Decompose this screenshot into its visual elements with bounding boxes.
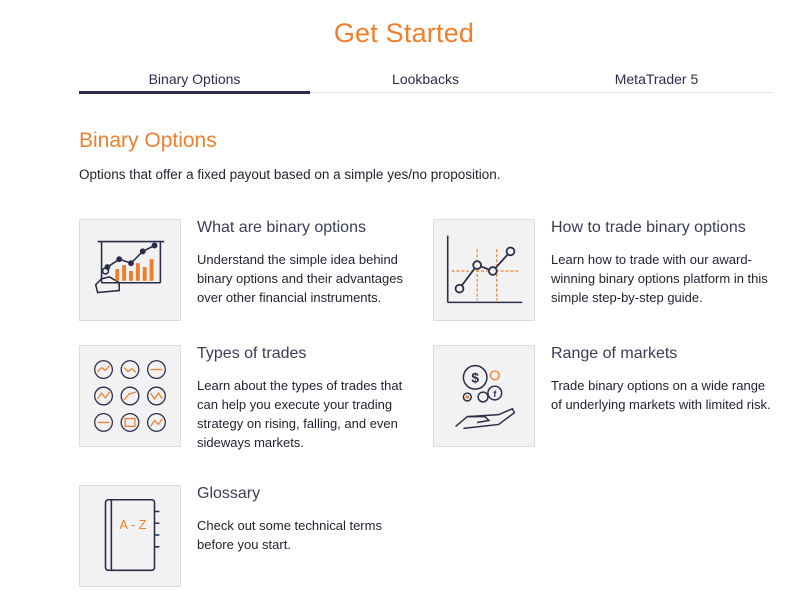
tab-lookbacks[interactable]: Lookbacks [392, 71, 459, 87]
card-types-of-trades[interactable] [79, 345, 419, 455]
section-description: Options that offer a fixed payout based on a simple yes/no proposition. [79, 167, 501, 182]
tab-metatrader-5[interactable]: MetaTrader 5 [614, 71, 699, 87]
tab-binary-options[interactable]: Binary Options [79, 64, 310, 92]
card-text: Understand the simple idea behind binary options and their advantages over other financial instruments. [197, 252, 403, 305]
card-text: Trade binary options on a wide range of underlying markets with limited risk. [551, 378, 771, 412]
card-range-of-markets[interactable] [433, 345, 773, 455]
card-title[interactable]: Types of trades [197, 345, 307, 362]
card-how-to-trade[interactable] [433, 219, 773, 329]
card-title[interactable]: How to trade binary options [551, 219, 746, 236]
card-title[interactable]: Range of markets [551, 345, 678, 362]
card-text: Learn about the types of trades that can help you execute your trading strategy on rising, falling, and even sideways markets. [197, 378, 403, 450]
svg-text:$: $ [471, 370, 479, 386]
glossary-book-icon [79, 485, 181, 587]
card-text: Check out some technical terms before you start. [197, 518, 382, 552]
page-title: Get Started [333, 18, 475, 48]
trade-types-grid-icon [79, 345, 181, 447]
glossary-icon-text: A - Z [119, 517, 147, 533]
tab-bar [79, 64, 772, 93]
card-what-are-binary-options[interactable] [79, 219, 419, 329]
section-title: Binary Options [79, 129, 217, 152]
presentation-chart-icon [79, 219, 181, 321]
line-graph-icon [433, 219, 535, 321]
card-title[interactable]: Glossary [197, 485, 261, 502]
card-glossary[interactable] [79, 485, 419, 595]
card-text: Learn how to trade with our award-winning binary options platform in this simple step-by-step guide. [551, 252, 768, 305]
svg-text:f: f [493, 388, 497, 399]
card-title[interactable]: What are binary options [197, 219, 366, 236]
markets-hand-icon [433, 345, 535, 447]
